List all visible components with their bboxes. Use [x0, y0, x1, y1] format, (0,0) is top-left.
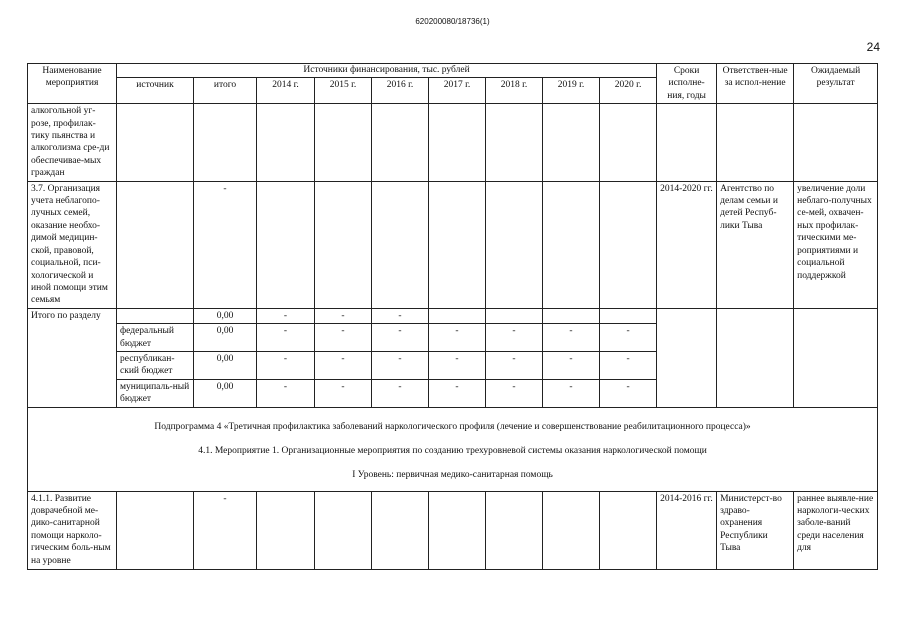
year-cell: - — [257, 379, 315, 407]
program-table — [27, 63, 878, 570]
page-number: 24 — [866, 40, 880, 54]
header-total: итого — [194, 78, 257, 104]
year-cell: - — [543, 324, 600, 352]
level-title: I Уровень: первичная медико-санитарная помощь — [352, 470, 553, 481]
header-year: 2018 г. — [486, 78, 543, 104]
total-cell: 0,00 — [194, 308, 257, 323]
table-row — [28, 491, 878, 569]
header-responsible: Ответствен-ные за испол-нение — [717, 64, 794, 104]
year-cell: - — [600, 324, 657, 352]
year-cell: - — [543, 379, 600, 407]
header-name: Наименование мероприятия — [28, 64, 117, 104]
table-row — [28, 308, 878, 323]
result-cell: раннее выявле-ние наркологи-ческих заболе-ваний среди населения для — [794, 491, 878, 569]
year-cell: - — [372, 351, 429, 379]
table-row — [28, 104, 878, 181]
header-year: 2017 г. — [429, 78, 486, 104]
header-year: 2015 г. — [315, 78, 372, 104]
year-cell: - — [372, 379, 429, 407]
header-source: источник — [117, 78, 194, 104]
measure-name: алкогольной уг-розе, профилак-тику пьянства и алкоголизма сре-ди обеспечивае-мых граждан — [28, 104, 117, 181]
header-year: 2014 г. — [257, 78, 315, 104]
year-cell: - — [486, 324, 543, 352]
year-cell: - — [315, 379, 372, 407]
year-cell: - — [429, 324, 486, 352]
year-cell: - — [257, 308, 315, 323]
year-cell: - — [543, 351, 600, 379]
header-year: 2016 г. — [372, 78, 429, 104]
measure-title: 4.1. Мероприятие 1. Организационные мероприятия по созданию трехуровневой системы оказания наркологической помощи — [198, 445, 707, 456]
year-cell — [486, 308, 543, 323]
result-cell: увеличение доли неблаго-получных се-мей, охвачен-ных профилак-тическими ме-роприятиями и социальной поддержкой — [794, 181, 878, 308]
total-cell: 0,00 — [194, 324, 257, 352]
year-cell — [600, 308, 657, 323]
year-cell: - — [486, 379, 543, 407]
year-cell — [543, 308, 600, 323]
year-cell: - — [315, 351, 372, 379]
terms-cell: 2014-2020 гг. — [657, 181, 717, 308]
total-cell: - — [194, 181, 257, 308]
table-row — [28, 181, 878, 308]
total-cell: 0,00 — [194, 379, 257, 407]
year-cell: - — [372, 324, 429, 352]
responsible-cell: Агентство по делам семьи и детей Респуб-лики Тыва — [717, 181, 794, 308]
responsible-cell: Министерст-во здраво-охранения Республики Тыва — [717, 491, 794, 569]
header-funding: Источники финансирования, тыс. рублей — [117, 64, 657, 78]
year-cell: - — [315, 308, 372, 323]
totals-label: Итого по разделу — [28, 308, 117, 407]
year-cell: - — [315, 324, 372, 352]
year-cell: - — [429, 379, 486, 407]
total-cell: 0,00 — [194, 351, 257, 379]
year-cell: - — [486, 351, 543, 379]
header-year: 2019 г. — [543, 78, 600, 104]
subprogram-band — [28, 407, 878, 491]
header-terms: Сроки исполне-ния, годы — [657, 64, 717, 104]
measure-name: 3.7. Организация учета неблагопо-лучных семей, оказание необхо-димой медицин-ской, правовой, социальной, пси-хологической и иной помощи этим семьям — [28, 181, 117, 308]
source-cell: республикан-ский бюджет — [117, 351, 194, 379]
total-cell: - — [194, 491, 257, 569]
header-year: 2020 г. — [600, 78, 657, 104]
subprogram-title: Подпрограмма 4 «Третичная профилактика заболеваний наркологического профиля (лечение и совершенствование реабилитационного процесса)» — [154, 421, 751, 432]
source-cell: федеральный бюджет — [117, 324, 194, 352]
year-cell: - — [372, 308, 429, 323]
year-cell: - — [600, 379, 657, 407]
document-id: 620200080/18736(1) — [415, 17, 490, 26]
source-cell — [117, 308, 194, 323]
header-result: Ожидаемый результат — [794, 64, 878, 104]
measure-name: 4.1.1. Развитие доврачебной ме-дико-санитарной помощи нарколо-гическим боль-ным на уровне — [28, 491, 117, 569]
year-cell: - — [257, 351, 315, 379]
year-cell: - — [257, 324, 315, 352]
year-cell: - — [600, 351, 657, 379]
year-cell — [429, 308, 486, 323]
terms-cell: 2014-2016 гг. — [657, 491, 717, 569]
year-cell: - — [429, 351, 486, 379]
source-cell: муниципаль-ный бюджет — [117, 379, 194, 407]
